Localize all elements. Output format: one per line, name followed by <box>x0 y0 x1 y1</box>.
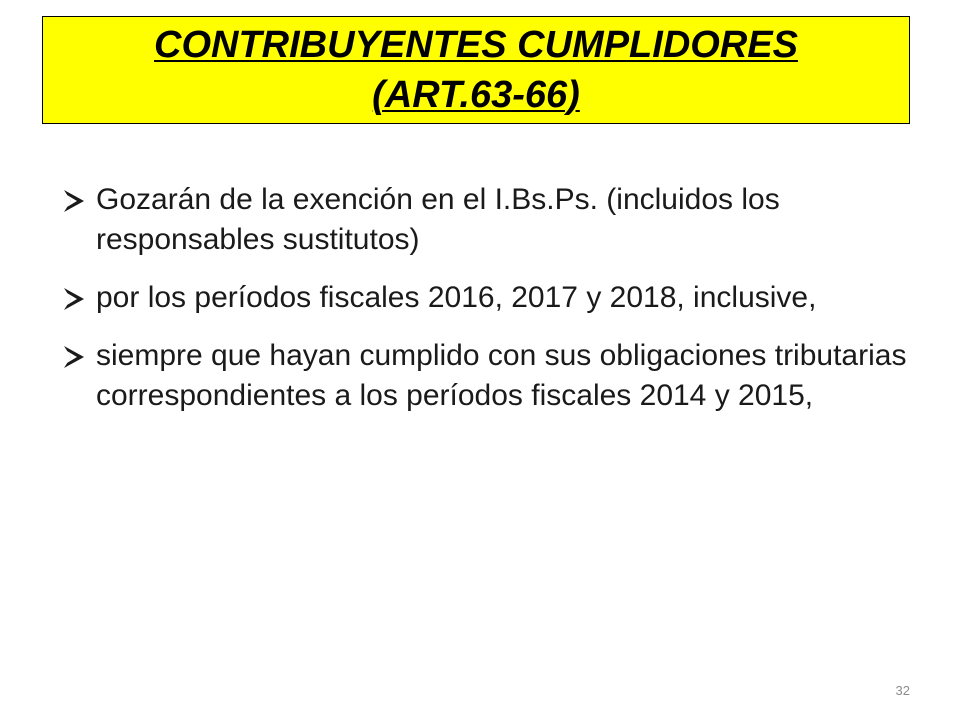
bullet-item <box>62 278 912 318</box>
slide-title-line-2: (ART.63-66) <box>372 74 580 116</box>
bullet-text: siempre que hayan cumplido con sus obligaciones tributarias correspondientes a los períodos fiscales 2014 y 2015, <box>96 339 907 412</box>
bullet-list <box>62 180 912 434</box>
arrowhead-bullet-icon <box>62 189 86 213</box>
arrowhead-bullet-icon <box>62 345 86 369</box>
arrowhead-bullet-icon <box>62 287 86 311</box>
page-number: 32 <box>895 683 910 698</box>
bullet-text: por los períodos fiscales 2016, 2017 y 2018, inclusive, <box>96 281 817 314</box>
bullet-item <box>62 336 912 416</box>
title-banner <box>42 16 910 124</box>
bullet-text: Gozarán de la exención en el I.Bs.Ps. (incluidos los responsables sustitutos) <box>96 183 780 256</box>
slide-title-line-1: CONTRIBUYENTES CUMPLIDORES <box>154 24 798 66</box>
bullet-item <box>62 180 912 260</box>
